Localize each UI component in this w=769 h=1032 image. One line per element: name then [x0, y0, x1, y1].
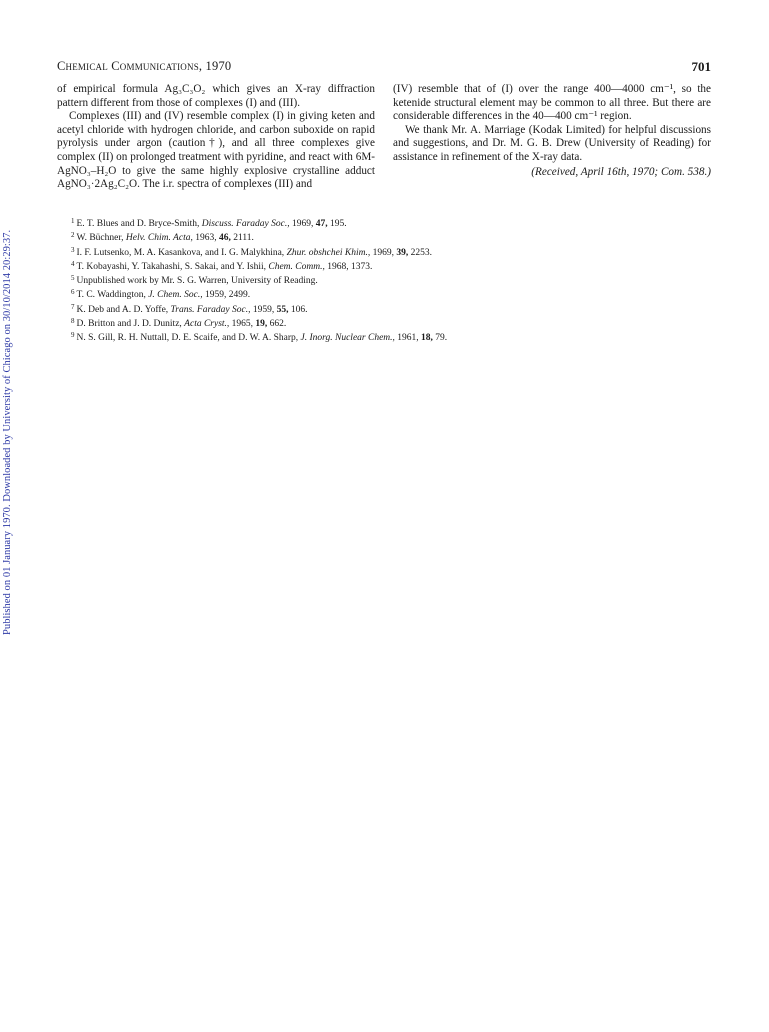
received-note: (Received, April 16th, 1970; Com. 538.) [531, 165, 711, 178]
acknowledgements: We thank Mr. A. Marriage (Kodak Limited) for helpful discussions and suggestions, and Dr. M. G. B. Drew (University of Reading) for assistance in refinement of the X-ray data. [393, 123, 711, 163]
reference-year: 1963, [195, 233, 217, 244]
page-header [57, 59, 711, 75]
reference-year: 1959, [204, 290, 227, 301]
reference-authors: W. Büchner, [76, 233, 124, 244]
reference-authors: T. Kobayashi, Y. Takahashi, S. Sakai, and Y. Ishii, [76, 261, 266, 272]
download-watermark [2, 215, 16, 635]
reference-authors: Unpublished work by Mr. S. G. Warren, University of Reading. [76, 276, 318, 287]
reference-year: 1959, [252, 304, 275, 315]
reference-volume: 18, [421, 333, 433, 344]
reference-year: 1961, [397, 333, 419, 344]
reference-journal: Discuss. Faraday Soc., [201, 219, 290, 229]
left-paragraph-2: Complexes (III) and (IV) resemble complex (I) in giving keten and acetyl chloride with hydrogen chloride, and carbon suboxide on rapid pyrolysis under argon (caution†), and all three complexes give complex (II) on prolonged treatment with pyridine, and react with 6M-AgNO₃–H₂O to give the same highly explosive crystalline adduct AgNO₃·2Ag₂C₂O. The i.r. spectra of complexes (III) and [57, 110, 375, 191]
reference-page: 106. [290, 304, 308, 315]
left-column [57, 83, 375, 192]
reference-authors: E. T. Blues and D. Bryce-Smith, [76, 219, 200, 229]
reference-authors: N. S. Gill, R. H. Nuttall, D. E. Scaife, and D. W. A. Sharp, [76, 333, 299, 344]
reference-number: 3 [71, 245, 75, 254]
reference-journal: J. Chem. Soc., [148, 290, 203, 301]
reference-list [71, 216, 711, 345]
left-paragraph-1: of empirical formula Ag₃C₃O₂ which gives an X-ray diffraction pattern different from those of complexes (I) and (III). [57, 83, 375, 109]
reference-page: 1373. [350, 261, 373, 272]
reference-authors: T. C. Waddington, [76, 290, 146, 301]
reference-item [71, 330, 711, 344]
reference-number: 7 [71, 302, 75, 311]
reference-journal: Acta Cryst., [184, 319, 230, 330]
reference-year: 1969, [292, 219, 314, 229]
reference-authors: K. Deb and A. D. Yoffe, [76, 304, 169, 315]
reference-journal: J. Inorg. Nuclear Chem., [300, 333, 395, 344]
reference-item [71, 316, 711, 330]
reference-authors: D. Britton and J. D. Dunitz, [76, 319, 182, 330]
reference-number: 2 [71, 231, 75, 240]
right-paragraph-1: (IV) resemble that of (I) over the range 400—4000 cm⁻¹, so the ketenide structural element may be common to all three. But there are considerable differences in the 40—400 cm⁻¹ region. [393, 83, 711, 123]
reference-volume: 39, [396, 247, 409, 258]
reference-journal: Trans. Faraday Soc., [170, 304, 251, 315]
download-watermark-text: Published on 01 January 1970. Downloaded by University of Chicago on 30/10/2014 20:29:37. [2, 229, 13, 635]
journal-title: Chemical Communications, 1970 [57, 59, 232, 73]
reference-year: 1968, [327, 261, 349, 272]
reference-number: 1 [71, 217, 75, 225]
reference-item [71, 245, 711, 259]
reference-volume: 46, [218, 233, 231, 244]
reference-page: 195. [330, 219, 347, 229]
reference-volume: 47, [315, 219, 328, 229]
reference-page: 79. [435, 333, 448, 344]
reference-number: 6 [71, 288, 75, 297]
reference-page: 2111. [233, 233, 254, 244]
reference-journal: Chem. Comm., [268, 261, 325, 272]
reference-item [71, 273, 711, 287]
reference-item [71, 216, 711, 230]
reference-volume: 19, [255, 319, 268, 330]
reference-number: 5 [71, 274, 75, 283]
reference-page: 662. [269, 319, 287, 330]
reference-number: 4 [71, 259, 75, 268]
reference-number: 8 [71, 317, 75, 326]
reference-page: 2499. [228, 290, 251, 301]
reference-volume: 55, [276, 304, 289, 315]
reference-year: 1969, [372, 247, 394, 258]
reference-page: 2253. [410, 247, 432, 258]
reference-item [71, 302, 711, 316]
reference-journal: Zhur. obshchei Khim., [286, 247, 371, 258]
page-number: 701 [691, 59, 711, 74]
reference-item [71, 287, 711, 301]
reference-item [71, 230, 711, 244]
reference-year: 1965, [231, 319, 254, 330]
right-column [393, 83, 711, 179]
reference-journal: Helv. Chim. Acta, [125, 233, 193, 244]
reference-item [71, 259, 711, 273]
reference-authors: I. F. Lutsenko, M. A. Kasankova, and I. G. Malykhina, [76, 247, 285, 258]
reference-number: 9 [71, 331, 75, 340]
